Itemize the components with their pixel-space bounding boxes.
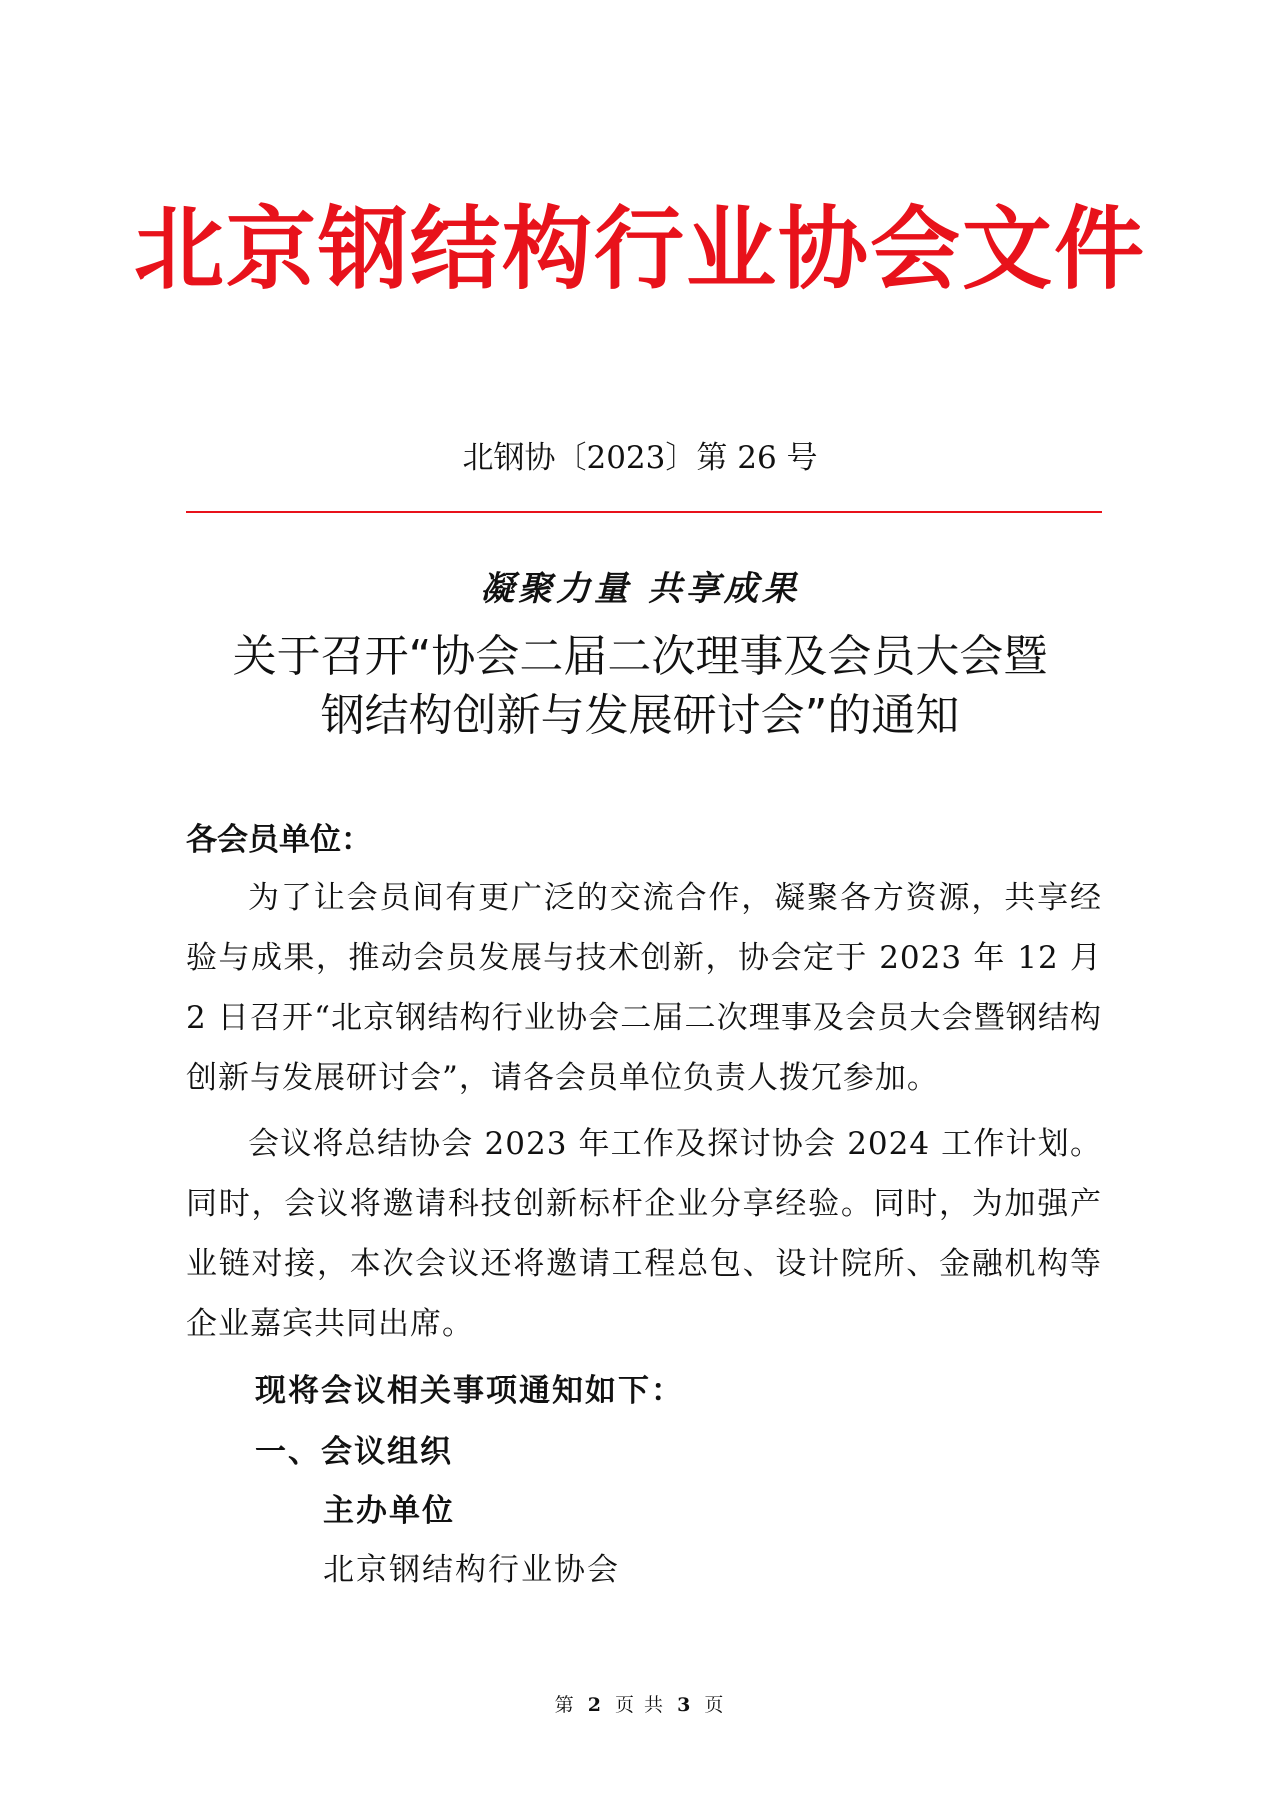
- footer-suffix: 页: [704, 1694, 726, 1716]
- document-number: 北钢协〔2023〕第 26 号: [462, 440, 818, 476]
- red-divider-rule: [186, 511, 1102, 513]
- current-page-number: 2: [587, 1694, 603, 1716]
- section-heading-organization: 一、会议组织: [255, 1434, 453, 1470]
- salutation: 各会员单位：: [186, 822, 372, 858]
- notice-intro-line: 现将会议相关事项通知如下：: [255, 1373, 684, 1409]
- footer-middle: 页 共: [614, 1694, 666, 1716]
- subheading-host-unit: 主办单位: [323, 1493, 455, 1529]
- notice-title-line-1: 关于召开“协会二届二次理事及会员大会暨: [232, 631, 1048, 682]
- masthead-title: 北京钢结构行业协会文件: [134, 197, 1146, 302]
- page-footer: [0, 1691, 1280, 1719]
- slogan: 凝聚力量 共享成果: [480, 569, 800, 609]
- host-unit-name: 北京钢结构行业协会: [323, 1552, 620, 1588]
- total-pages-number: 3: [677, 1694, 693, 1716]
- body-paragraph-1: 为了让会员间有更广泛的交流合作，凝聚各方资源，共享经验与成果，推动会员发展与技术创新，协会定于 2023 年 12 月 2 日召开“北京钢结构行业协会二届二次理事及会员大会暨钢结构创新与发展研讨会”，请各会员单位负责人拨冗参加。: [186, 880, 1102, 1096]
- body-paragraph-2: 会议将总结协会 2023 年工作及探讨协会 2024 工作计划。同时，会议将邀请科技创新标杆企业分享经验。同时，为加强产业链对接，本次会议还将邀请工程总包、设计院所、金融机构等企业嘉宾共同出席。: [186, 1126, 1102, 1342]
- notice-title-line-2: 钢结构创新与发展研讨会”的通知: [320, 690, 960, 741]
- footer-prefix: 第: [554, 1694, 576, 1716]
